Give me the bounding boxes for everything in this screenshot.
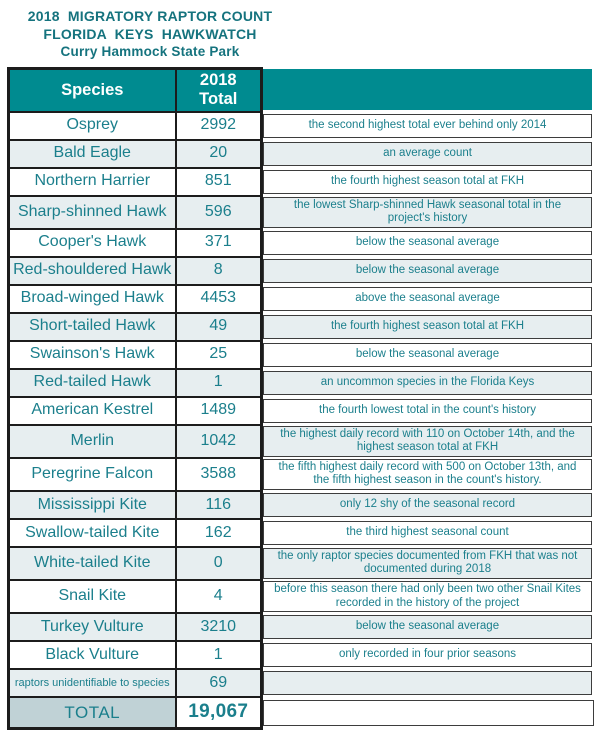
species-name: Black Vulture	[9, 641, 176, 669]
notes-column-header	[262, 69, 594, 112]
species-note-cell	[262, 285, 594, 313]
species-note: only recorded in four prior seasons	[263, 643, 592, 667]
species-row	[9, 257, 594, 285]
species-note: only 12 shy of the seasonal record	[263, 493, 592, 517]
species-note-cell	[262, 613, 594, 641]
total-column-header	[176, 69, 262, 112]
species-row	[9, 425, 594, 458]
species-note: the fourth highest season total at FKH	[263, 170, 592, 194]
species-row	[9, 112, 594, 140]
species-count-table	[7, 67, 595, 730]
species-name: Red-shouldered Hawk	[9, 257, 176, 285]
species-row	[9, 313, 594, 341]
species-note-cell	[262, 341, 594, 369]
species-note: below the seasonal average	[263, 615, 592, 639]
total-header-line-1: 2018	[199, 71, 237, 90]
species-name: Swainson's Hawk	[9, 341, 176, 369]
species-name: Sharp-shinned Hawk	[9, 196, 176, 229]
species-row	[9, 341, 594, 369]
species-total: 3588	[176, 458, 262, 491]
species-name: Mississippi Kite	[9, 491, 176, 519]
species-total: 371	[176, 229, 262, 257]
species-row	[9, 613, 594, 641]
header-row	[9, 69, 594, 112]
table-header	[9, 69, 594, 112]
species-total: 69	[176, 669, 262, 697]
species-column-header: Species	[9, 69, 176, 112]
species-name: Bald Eagle	[9, 140, 176, 168]
page-title	[0, 0, 300, 61]
species-name: Peregrine Falcon	[9, 458, 176, 491]
species-name: Swallow-tailed Kite	[9, 519, 176, 547]
title-line-hawkwatch: FLORIDA KEYS HAWKWATCH	[43, 26, 257, 42]
species-name: Cooper's Hawk	[9, 229, 176, 257]
species-note-cell	[262, 458, 594, 491]
species-total: 116	[176, 491, 262, 519]
species-total: 2992	[176, 112, 262, 140]
species-note-cell	[262, 112, 594, 140]
species-note: the only raptor species documented from FKH that was not documented during 2018	[263, 548, 592, 579]
species-total: 49	[176, 313, 262, 341]
species-note-cell	[262, 229, 594, 257]
species-row	[9, 547, 594, 580]
species-note: the fourth lowest total in the count's history	[263, 399, 592, 423]
table-footer	[9, 697, 594, 728]
species-note: the highest daily record with 110 on October 14th, and the highest season total at FKH	[263, 426, 592, 457]
species-total: 162	[176, 519, 262, 547]
species-note-cell	[262, 397, 594, 425]
species-total: 0	[176, 547, 262, 580]
title-line-park: Curry Hammock State Park	[60, 44, 240, 59]
species-note-cell	[262, 641, 594, 669]
species-total: 1042	[176, 425, 262, 458]
species-row	[9, 285, 594, 313]
species-note: before this season there had only been two other Snail Kites recorded in the history of the project	[263, 581, 592, 612]
species-note-cell	[262, 140, 594, 168]
species-note-cell	[262, 547, 594, 580]
grand-total-value: 19,067	[176, 697, 262, 728]
species-note	[263, 671, 592, 695]
species-note-cell	[262, 196, 594, 229]
species-total: 1489	[176, 397, 262, 425]
total-row	[9, 697, 594, 728]
species-total: 25	[176, 341, 262, 369]
species-name: Northern Harrier	[9, 168, 176, 196]
species-row	[9, 196, 594, 229]
species-total: 20	[176, 140, 262, 168]
species-name: raptors unidentifiable to species	[9, 669, 176, 697]
species-row	[9, 641, 594, 669]
species-total: 4453	[176, 285, 262, 313]
species-note: the second highest total ever behind only 2014	[263, 114, 592, 138]
species-note: below the seasonal average	[263, 259, 592, 283]
species-row	[9, 458, 594, 491]
species-note: above the seasonal average	[263, 287, 592, 311]
species-name: Merlin	[9, 425, 176, 458]
table-body	[9, 112, 594, 698]
total-note-box	[263, 700, 594, 726]
species-note: the fourth highest season total at FKH	[263, 315, 592, 339]
species-name: American Kestrel	[9, 397, 176, 425]
species-total: 1	[176, 641, 262, 669]
species-name: Osprey	[9, 112, 176, 140]
species-note-cell	[262, 669, 594, 697]
raptor-count-table	[7, 67, 592, 730]
species-note-cell	[262, 257, 594, 285]
species-row	[9, 369, 594, 397]
species-total: 851	[176, 168, 262, 196]
species-total: 3210	[176, 613, 262, 641]
species-note: the fifth highest daily record with 500 on October 13th, and the fifth highest season in the count's history.	[263, 459, 592, 490]
species-name: Turkey Vulture	[9, 613, 176, 641]
species-row	[9, 229, 594, 257]
species-note: the lowest Sharp-shinned Hawk seasonal total in the project's history	[263, 197, 592, 228]
species-name: Broad-winged Hawk	[9, 285, 176, 313]
title-line-year-count: 2018 MIGRATORY RAPTOR COUNT	[27, 8, 273, 24]
species-note-cell	[262, 369, 594, 397]
species-note-cell	[262, 519, 594, 547]
species-note: below the seasonal average	[263, 231, 592, 255]
species-note-cell	[262, 425, 594, 458]
species-note-cell	[262, 313, 594, 341]
species-row	[9, 580, 594, 613]
species-row	[9, 140, 594, 168]
species-total: 596	[176, 196, 262, 229]
species-row	[9, 519, 594, 547]
species-note-cell	[262, 580, 594, 613]
species-row	[9, 397, 594, 425]
species-total: 8	[176, 257, 262, 285]
species-row	[9, 168, 594, 196]
notes-header-band	[263, 69, 592, 110]
species-note: the third highest seasonal count	[263, 521, 592, 545]
species-total: 1	[176, 369, 262, 397]
species-total: 4	[176, 580, 262, 613]
species-note: below the seasonal average	[263, 343, 592, 367]
species-note-cell	[262, 168, 594, 196]
total-note-cell	[262, 697, 594, 728]
species-note-cell	[262, 491, 594, 519]
species-name: White-tailed Kite	[9, 547, 176, 580]
total-header-line-2: Total	[199, 90, 238, 109]
species-note: an uncommon species in the Florida Keys	[263, 371, 592, 395]
species-row	[9, 669, 594, 697]
species-name: Short-tailed Hawk	[9, 313, 176, 341]
species-note: an average count	[263, 142, 592, 166]
species-name: Red-tailed Hawk	[9, 369, 176, 397]
total-label: TOTAL	[9, 697, 176, 728]
species-row	[9, 491, 594, 519]
species-name: Snail Kite	[9, 580, 176, 613]
